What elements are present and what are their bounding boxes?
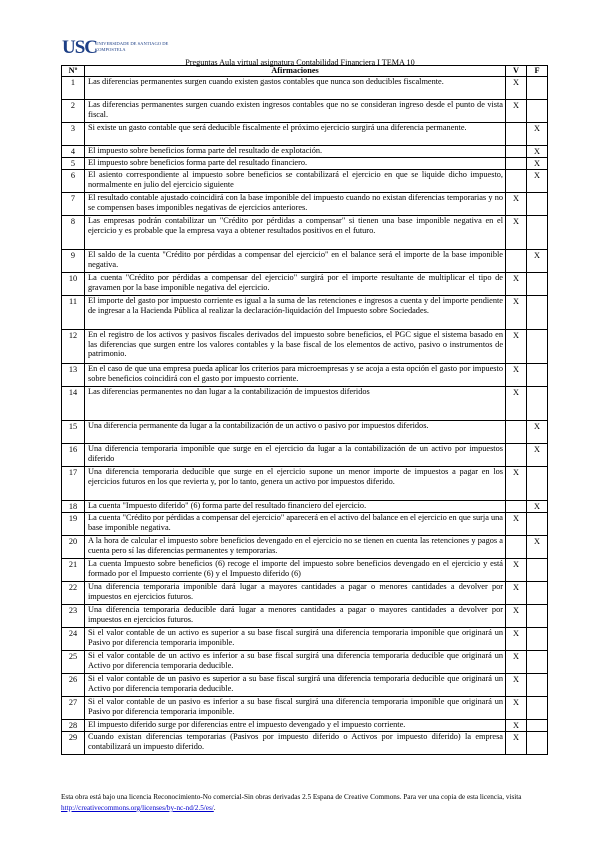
row-true-mark: X <box>506 387 527 421</box>
row-true-mark: X <box>506 296 527 330</box>
row-false-mark <box>527 513 548 536</box>
row-false-mark <box>527 732 548 755</box>
row-statement: El importe del gasto por impuesto corriente es igual a la suma de las retenciones e ingresos a cuenta y del importe pendiente de ingresar a la Hacienda Pública al realizar la declaración-liquidación del Impuesto sobre Sociedades. <box>85 296 506 330</box>
row-true-mark: X <box>506 582 527 605</box>
row-statement: Si el valor contable de un pasivo es superior a su base fiscal surgirá una diferencia temporaria deducible que originará un Activo por diferencia temporaria deducible. <box>85 674 506 697</box>
row-true-mark: X <box>506 674 527 697</box>
table-row <box>62 732 548 755</box>
table-row <box>62 501 548 513</box>
university-logo <box>62 37 192 59</box>
row-true-mark <box>506 158 527 170</box>
row-number: 27 <box>62 697 85 720</box>
row-statement: En el caso de que una empresa pueda aplicar los criterios para microempresas y se acoja a esta opción el gasto por impuesto sobre beneficios coincidirá con el gasto por impuesto corriente. <box>85 364 506 387</box>
header-number: Nº <box>62 66 85 77</box>
license-tail: . <box>213 804 216 812</box>
table-row <box>62 536 548 559</box>
row-statement: Una diferencia temporaria deducible que surge en el ejercicio supone un menor importe de impuestos a pagar en los ejercicios futuros en los que revierta y, por lo tanto, genera un activo por impuestos diferido. <box>85 467 506 501</box>
row-false-mark: X <box>527 158 548 170</box>
table-row <box>62 123 548 146</box>
row-false-mark <box>527 628 548 651</box>
row-number: 2 <box>62 100 85 123</box>
row-statement: El impuesto sobre beneficios forma parte del resultado financiero. <box>85 158 506 170</box>
table-row <box>62 146 548 158</box>
row-number: 29 <box>62 732 85 755</box>
row-statement: La cuenta "Impuesto diferido" (6) forma parte del resultado financiero del ejercicio. <box>85 501 506 513</box>
row-statement: El saldo de la cuenta "Crédito por pérdidas a compensar del ejercicio" en el balance será el importe de la base imponible negativa. <box>85 250 506 273</box>
row-false-mark <box>527 330 548 364</box>
license-text: Esta obra está bajo una licencia Reconocimiento-No comercial-Sin obras derivadas 2.5 Espana de Creative Commons. Para ver una copia de esta licencia, visita <box>61 793 522 801</box>
row-number: 25 <box>62 651 85 674</box>
table-row <box>62 651 548 674</box>
row-number: 11 <box>62 296 85 330</box>
row-false-mark <box>527 674 548 697</box>
row-false-mark <box>527 387 548 421</box>
row-statement: Una diferencia permanente da lugar a la contabilización de un activo o pasivo por impuestos diferidos. <box>85 421 506 444</box>
row-true-mark: X <box>506 100 527 123</box>
table-row <box>62 628 548 651</box>
table-row <box>62 513 548 536</box>
row-true-mark <box>506 536 527 559</box>
table-row <box>62 720 548 732</box>
table-row <box>62 330 548 364</box>
license-footer <box>61 792 551 814</box>
table-row <box>62 697 548 720</box>
row-statement: Las diferencias permanentes no dan lugar a la contabilización de impuestos diferidos <box>85 387 506 421</box>
row-false-mark: X <box>527 123 548 146</box>
row-true-mark: X <box>506 273 527 296</box>
row-statement: Si el valor contable de un activo es superior a su base fiscal surgirá una diferencia temporaria imponible que originará un Pasivo por diferencia temporaria imponible. <box>85 628 506 651</box>
row-number: 1 <box>62 77 85 100</box>
table-row <box>62 605 548 628</box>
row-false-mark: X <box>527 501 548 513</box>
table-row <box>62 100 548 123</box>
row-statement: El impuesto diferido surge por diferencias entre el impuesto devengado y el impuesto corriente. <box>85 720 506 732</box>
row-number: 3 <box>62 123 85 146</box>
table-row <box>62 193 548 216</box>
row-true-mark: X <box>506 77 527 100</box>
row-false-mark: X <box>527 170 548 193</box>
table-row <box>62 364 548 387</box>
table-row <box>62 421 548 444</box>
row-false-mark <box>527 697 548 720</box>
row-false-mark <box>527 467 548 501</box>
row-statement: La cuenta "Crédito por pérdidas a compensar del ejercicio" aparecerá en el activo del balance en el ejercicio en que surja una base imponible negativa. <box>85 513 506 536</box>
row-statement: El asiento correspondiente al impuesto sobre beneficios se contabilizará el ejercicio en que se liquide dicho impuesto, normalmente en julio del ejercicio siguiente <box>85 170 506 193</box>
row-true-mark <box>506 444 527 467</box>
row-false-mark: X <box>527 536 548 559</box>
row-number: 20 <box>62 536 85 559</box>
row-false-mark <box>527 216 548 250</box>
row-true-mark <box>506 146 527 158</box>
row-false-mark <box>527 77 548 100</box>
row-number: 16 <box>62 444 85 467</box>
row-true-mark: X <box>506 732 527 755</box>
row-statement: En el registro de los activos y pasivos fiscales derivados del impuesto sobre beneficios, el PGC sigue el sistema basado en las diferencias que surgen entre los valores contables y la base fiscal de los elementos de activo, pasivo o instrumentos de patrimonio. <box>85 330 506 364</box>
row-true-mark: X <box>506 193 527 216</box>
table-row <box>62 273 548 296</box>
table-row <box>62 444 548 467</box>
row-false-mark <box>527 559 548 582</box>
table-body <box>62 77 548 755</box>
row-true-mark <box>506 421 527 444</box>
row-true-mark: X <box>506 330 527 364</box>
row-true-mark <box>506 123 527 146</box>
row-true-mark: X <box>506 720 527 732</box>
header-statements: Afirmaciones <box>85 66 506 77</box>
table-row <box>62 559 548 582</box>
row-number: 10 <box>62 273 85 296</box>
row-true-mark: X <box>506 513 527 536</box>
row-false-mark <box>527 364 548 387</box>
row-false-mark <box>527 273 548 296</box>
row-true-mark <box>506 501 527 513</box>
row-statement: Cuando existan diferencias temporarias (Pasivos por impuesto diferido o Activos por impuesto diferido) la empresa contabilizará un impuesto diferido. <box>85 732 506 755</box>
row-true-mark: X <box>506 628 527 651</box>
row-statement: Una diferencia temporaria imponible que surge en el ejercicio da lugar a la contabilización de un activo por impuestos diferido <box>85 444 506 467</box>
row-false-mark: X <box>527 146 548 158</box>
row-statement: El resultado contable ajustado coincidirá con la base imponible del impuesto cuando no existan diferencias temporarias y no se compensen bases imponibles negativas de ejercicios anteriores. <box>85 193 506 216</box>
row-number: 8 <box>62 216 85 250</box>
row-statement: Las empresas podrán contabilizar un "Crédito por pérdidas a compensar" si tienen una base imponible negativa en el ejercicio y es probable que la empresa vaya a obtener resultados positivos en el futuro. <box>85 216 506 250</box>
table-row <box>62 674 548 697</box>
row-number: 24 <box>62 628 85 651</box>
row-number: 21 <box>62 559 85 582</box>
row-false-mark <box>527 582 548 605</box>
header-true: V <box>506 66 527 77</box>
row-number: 12 <box>62 330 85 364</box>
row-number: 7 <box>62 193 85 216</box>
table-header-row <box>62 66 548 77</box>
row-false-mark: X <box>527 421 548 444</box>
row-number: 23 <box>62 605 85 628</box>
row-true-mark: X <box>506 651 527 674</box>
header-false: F <box>527 66 548 77</box>
table-row <box>62 250 548 273</box>
row-number: 9 <box>62 250 85 273</box>
row-statement: A la hora de calcular el impuesto sobre beneficios devengado en el ejercicio no se tienen en cuenta las retenciones y pagos a cuenta pero sí las diferencias permanentes y temporarias. <box>85 536 506 559</box>
row-statement: Una diferencia temporaria imponible dará lugar a mayores cantidades a pagar o menores cantidades a devolver por impuestos en ejercicios futuros. <box>85 582 506 605</box>
logo-mark: USC <box>62 37 98 58</box>
row-false-mark <box>527 651 548 674</box>
row-statement: Si existe un gasto contable que será deducible fiscalmente el próximo ejercicio surgirá una diferencia permanente. <box>85 123 506 146</box>
row-number: 22 <box>62 582 85 605</box>
page-title: Preguntas Aula virtual asignatura Contabilidad Financiera I TEMA 10 <box>185 58 415 67</box>
row-number: 5 <box>62 158 85 170</box>
row-number: 26 <box>62 674 85 697</box>
row-number: 19 <box>62 513 85 536</box>
row-true-mark: X <box>506 605 527 628</box>
logo-text: UNIVERSIDADE DE SANTIAGO DE COMPOSTELA <box>95 41 169 52</box>
table-row <box>62 216 548 250</box>
row-false-mark <box>527 720 548 732</box>
row-true-mark: X <box>506 697 527 720</box>
table-row <box>62 387 548 421</box>
row-number: 17 <box>62 467 85 501</box>
row-statement: La cuenta Impuesto sobre beneficios (6) recoge el importe del impuesto sobre beneficios devengado en el ejercicio y está formado por el Impuesto corriente (6) y el Impuesto diferido (6) <box>85 559 506 582</box>
row-false-mark: X <box>527 444 548 467</box>
row-number: 28 <box>62 720 85 732</box>
row-number: 18 <box>62 501 85 513</box>
row-false-mark: X <box>527 250 548 273</box>
table-row <box>62 77 548 100</box>
row-false-mark <box>527 605 548 628</box>
license-link[interactable]: http://creativecommons.org/licenses/by-nc-nd/2.5/es/ <box>61 804 214 812</box>
row-true-mark: X <box>506 559 527 582</box>
row-false-mark <box>527 193 548 216</box>
table-row <box>62 296 548 330</box>
row-statement: Las diferencias permanentes surgen cuando existen ingresos contables que no se consideran ingreso desde el punto de vista fiscal. <box>85 100 506 123</box>
row-number: 14 <box>62 387 85 421</box>
row-statement: Las diferencias permanentes surgen cuando existen gastos contables que nunca son deducibles fiscalmente. <box>85 77 506 100</box>
row-statement: Una diferencia temporaria deducible dará lugar a menores cantidades a pagar o mayores cantidades a devolver por impuestos en ejercicios futuros. <box>85 605 506 628</box>
row-true-mark <box>506 250 527 273</box>
row-statement: La cuenta "Crédito por pérdidas a compensar del ejercicio" surgirá por el importe resultante de multiplicar el tipo de gravamen por la base imponible negativa del ejercicio. <box>85 273 506 296</box>
row-false-mark <box>527 100 548 123</box>
row-true-mark: X <box>506 364 527 387</box>
row-true-mark: X <box>506 216 527 250</box>
row-false-mark <box>527 296 548 330</box>
questions-table <box>61 65 548 755</box>
row-statement: Si el valor contable de un pasivo es inferior a su base fiscal surgirá una diferencia temporaria imponible que originará un Pasivo por diferencia temporaria imponible. <box>85 697 506 720</box>
row-number: 6 <box>62 170 85 193</box>
row-number: 4 <box>62 146 85 158</box>
row-number: 15 <box>62 421 85 444</box>
row-statement: Si el valor contable de un activo es inferior a su base fiscal surgirá una diferencia temporaria deducible que originará un Activo por diferencia temporaria deducible. <box>85 651 506 674</box>
row-true-mark <box>506 170 527 193</box>
table-row <box>62 582 548 605</box>
row-true-mark: X <box>506 467 527 501</box>
table-row <box>62 170 548 193</box>
table-row <box>62 158 548 170</box>
table-row <box>62 467 548 501</box>
row-statement: El impuesto sobre beneficios forma parte del resultado de explotación. <box>85 146 506 158</box>
row-number: 13 <box>62 364 85 387</box>
